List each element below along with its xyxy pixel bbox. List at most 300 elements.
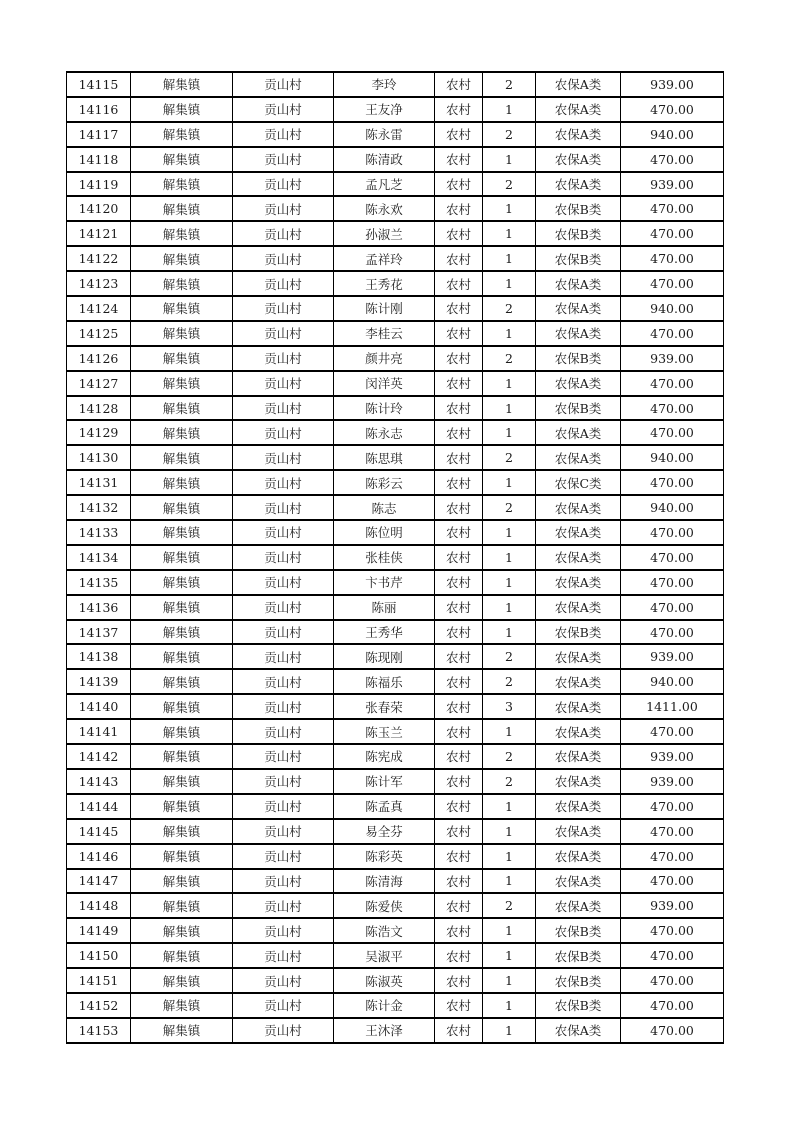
cell-village: 贡山村	[233, 869, 334, 894]
cell-insurance-class: 农保A类	[536, 844, 621, 869]
cell-record-id: 14150	[67, 943, 131, 968]
table-row	[67, 296, 724, 321]
cell-amount: 470.00	[621, 993, 724, 1018]
cell-town: 解集镇	[131, 993, 233, 1018]
cell-village: 贡山村	[233, 794, 334, 819]
cell-village: 贡山村	[233, 744, 334, 769]
cell-person-count: 2	[483, 744, 536, 769]
cell-amount: 470.00	[621, 794, 724, 819]
cell-person-count: 1	[483, 396, 536, 421]
cell-person-count: 1	[483, 271, 536, 296]
cell-name: 王秀华	[334, 620, 435, 645]
cell-name: 易全芬	[334, 819, 435, 844]
cell-town: 解集镇	[131, 371, 233, 396]
table-row	[67, 844, 724, 869]
cell-town: 解集镇	[131, 769, 233, 794]
cell-person-count: 1	[483, 595, 536, 620]
cell-record-id: 14147	[67, 869, 131, 894]
cell-person-count: 1	[483, 97, 536, 122]
cell-amount: 939.00	[621, 72, 724, 97]
cell-village: 贡山村	[233, 769, 334, 794]
cell-insurance-class: 农保C类	[536, 470, 621, 495]
cell-name: 孟凡芝	[334, 172, 435, 197]
cell-village: 贡山村	[233, 520, 334, 545]
table-row	[67, 545, 724, 570]
cell-amount: 470.00	[621, 321, 724, 346]
cell-name: 陈计军	[334, 769, 435, 794]
cell-name: 陈爱侠	[334, 893, 435, 918]
table-row	[67, 943, 724, 968]
cell-village: 贡山村	[233, 172, 334, 197]
cell-person-count: 3	[483, 694, 536, 719]
cell-amount: 470.00	[621, 246, 724, 271]
cell-town: 解集镇	[131, 470, 233, 495]
table-row	[67, 72, 724, 97]
cell-residence-type: 农村	[435, 271, 483, 296]
cell-record-id: 14132	[67, 495, 131, 520]
table-row	[67, 769, 724, 794]
cell-record-id: 14118	[67, 147, 131, 172]
cell-person-count: 1	[483, 520, 536, 545]
cell-amount: 939.00	[621, 172, 724, 197]
cell-insurance-class: 农保A类	[536, 669, 621, 694]
cell-person-count: 2	[483, 445, 536, 470]
table-row	[67, 371, 724, 396]
cell-record-id: 14116	[67, 97, 131, 122]
cell-name: 陈彩英	[334, 844, 435, 869]
cell-record-id: 14139	[67, 669, 131, 694]
cell-residence-type: 农村	[435, 719, 483, 744]
cell-person-count: 2	[483, 122, 536, 147]
cell-insurance-class: 农保A类	[536, 819, 621, 844]
cell-insurance-class: 农保A类	[536, 271, 621, 296]
cell-residence-type: 农村	[435, 495, 483, 520]
cell-insurance-class: 农保A类	[536, 595, 621, 620]
pension-roster-table	[66, 71, 724, 1044]
cell-insurance-class: 农保A类	[536, 495, 621, 520]
table-row	[67, 694, 724, 719]
cell-village: 贡山村	[233, 122, 334, 147]
cell-amount: 1411.00	[621, 694, 724, 719]
cell-residence-type: 农村	[435, 296, 483, 321]
cell-name: 王沐泽	[334, 1018, 435, 1043]
cell-village: 贡山村	[233, 246, 334, 271]
cell-town: 解集镇	[131, 644, 233, 669]
table-row	[67, 147, 724, 172]
cell-residence-type: 农村	[435, 744, 483, 769]
cell-name: 卞书芹	[334, 570, 435, 595]
cell-town: 解集镇	[131, 346, 233, 371]
cell-record-id: 14153	[67, 1018, 131, 1043]
cell-person-count: 1	[483, 221, 536, 246]
cell-town: 解集镇	[131, 570, 233, 595]
cell-insurance-class: 农保A类	[536, 644, 621, 669]
cell-record-id: 14140	[67, 694, 131, 719]
cell-residence-type: 农村	[435, 1018, 483, 1043]
table-row	[67, 445, 724, 470]
cell-record-id: 14137	[67, 620, 131, 645]
cell-amount: 939.00	[621, 644, 724, 669]
cell-town: 解集镇	[131, 122, 233, 147]
table-row	[67, 271, 724, 296]
table-row	[67, 669, 724, 694]
cell-residence-type: 农村	[435, 221, 483, 246]
cell-village: 贡山村	[233, 147, 334, 172]
cell-amount: 470.00	[621, 943, 724, 968]
cell-name: 李桂云	[334, 321, 435, 346]
cell-name: 闵洋英	[334, 371, 435, 396]
cell-village: 贡山村	[233, 570, 334, 595]
cell-name: 王秀花	[334, 271, 435, 296]
cell-insurance-class: 农保B类	[536, 968, 621, 993]
cell-amount: 470.00	[621, 396, 724, 421]
cell-record-id: 14128	[67, 396, 131, 421]
cell-name: 孟祥玲	[334, 246, 435, 271]
cell-village: 贡山村	[233, 694, 334, 719]
cell-record-id: 14123	[67, 271, 131, 296]
cell-village: 贡山村	[233, 719, 334, 744]
cell-amount: 940.00	[621, 669, 724, 694]
cell-record-id: 14148	[67, 893, 131, 918]
cell-amount: 470.00	[621, 595, 724, 620]
cell-record-id: 14129	[67, 420, 131, 445]
cell-name: 张桂侠	[334, 545, 435, 570]
cell-town: 解集镇	[131, 221, 233, 246]
cell-insurance-class: 农保A类	[536, 769, 621, 794]
cell-town: 解集镇	[131, 396, 233, 421]
cell-record-id: 14115	[67, 72, 131, 97]
cell-amount: 940.00	[621, 495, 724, 520]
cell-record-id: 14127	[67, 371, 131, 396]
cell-record-id: 14144	[67, 794, 131, 819]
cell-village: 贡山村	[233, 993, 334, 1018]
cell-residence-type: 农村	[435, 346, 483, 371]
cell-person-count: 1	[483, 844, 536, 869]
cell-residence-type: 农村	[435, 97, 483, 122]
cell-residence-type: 农村	[435, 694, 483, 719]
cell-person-count: 1	[483, 719, 536, 744]
cell-record-id: 14121	[67, 221, 131, 246]
cell-name: 陈永雷	[334, 122, 435, 147]
cell-village: 贡山村	[233, 296, 334, 321]
cell-town: 解集镇	[131, 794, 233, 819]
cell-person-count: 1	[483, 993, 536, 1018]
cell-record-id: 14152	[67, 993, 131, 1018]
cell-residence-type: 农村	[435, 819, 483, 844]
cell-person-count: 2	[483, 346, 536, 371]
table-row	[67, 744, 724, 769]
cell-amount: 939.00	[621, 893, 724, 918]
cell-amount: 470.00	[621, 869, 724, 894]
cell-amount: 470.00	[621, 420, 724, 445]
cell-insurance-class: 农保A类	[536, 744, 621, 769]
cell-residence-type: 农村	[435, 470, 483, 495]
cell-record-id: 14151	[67, 968, 131, 993]
cell-person-count: 2	[483, 72, 536, 97]
table-row	[67, 819, 724, 844]
cell-person-count: 1	[483, 968, 536, 993]
cell-amount: 470.00	[621, 221, 724, 246]
cell-residence-type: 农村	[435, 968, 483, 993]
cell-person-count: 1	[483, 819, 536, 844]
cell-name: 王友净	[334, 97, 435, 122]
cell-amount: 470.00	[621, 545, 724, 570]
cell-village: 贡山村	[233, 819, 334, 844]
cell-insurance-class: 农保A类	[536, 296, 621, 321]
cell-insurance-class: 农保B类	[536, 246, 621, 271]
cell-town: 解集镇	[131, 271, 233, 296]
cell-person-count: 1	[483, 196, 536, 221]
cell-residence-type: 农村	[435, 943, 483, 968]
cell-person-count: 1	[483, 371, 536, 396]
cell-village: 贡山村	[233, 620, 334, 645]
cell-village: 贡山村	[233, 321, 334, 346]
cell-name: 陈浩文	[334, 918, 435, 943]
cell-village: 贡山村	[233, 844, 334, 869]
cell-name: 陈清政	[334, 147, 435, 172]
cell-record-id: 14136	[67, 595, 131, 620]
cell-insurance-class: 农保B类	[536, 993, 621, 1018]
cell-town: 解集镇	[131, 147, 233, 172]
cell-town: 解集镇	[131, 445, 233, 470]
cell-amount: 470.00	[621, 918, 724, 943]
cell-amount: 470.00	[621, 271, 724, 296]
cell-insurance-class: 农保A类	[536, 694, 621, 719]
cell-amount: 470.00	[621, 968, 724, 993]
cell-record-id: 14138	[67, 644, 131, 669]
cell-town: 解集镇	[131, 744, 233, 769]
cell-town: 解集镇	[131, 420, 233, 445]
cell-record-id: 14131	[67, 470, 131, 495]
table-row	[67, 644, 724, 669]
cell-residence-type: 农村	[435, 520, 483, 545]
cell-insurance-class: 农保A类	[536, 420, 621, 445]
cell-name: 陈淑英	[334, 968, 435, 993]
cell-amount: 470.00	[621, 371, 724, 396]
cell-amount: 939.00	[621, 346, 724, 371]
cell-insurance-class: 农保A类	[536, 794, 621, 819]
cell-record-id: 14117	[67, 122, 131, 147]
cell-residence-type: 农村	[435, 147, 483, 172]
cell-residence-type: 农村	[435, 371, 483, 396]
cell-town: 解集镇	[131, 819, 233, 844]
cell-residence-type: 农村	[435, 420, 483, 445]
cell-person-count: 1	[483, 918, 536, 943]
cell-record-id: 14120	[67, 196, 131, 221]
cell-amount: 470.00	[621, 819, 724, 844]
cell-town: 解集镇	[131, 844, 233, 869]
cell-insurance-class: 农保B类	[536, 221, 621, 246]
table-row	[67, 246, 724, 271]
cell-town: 解集镇	[131, 719, 233, 744]
cell-amount: 470.00	[621, 1018, 724, 1043]
cell-insurance-class: 农保A类	[536, 719, 621, 744]
cell-residence-type: 农村	[435, 570, 483, 595]
cell-insurance-class: 农保A类	[536, 869, 621, 894]
cell-residence-type: 农村	[435, 172, 483, 197]
cell-amount: 470.00	[621, 470, 724, 495]
cell-insurance-class: 农保A类	[536, 97, 621, 122]
cell-residence-type: 农村	[435, 595, 483, 620]
cell-town: 解集镇	[131, 495, 233, 520]
cell-residence-type: 农村	[435, 321, 483, 346]
cell-village: 贡山村	[233, 918, 334, 943]
cell-person-count: 2	[483, 495, 536, 520]
table-row	[67, 993, 724, 1018]
table-row	[67, 620, 724, 645]
cell-residence-type: 农村	[435, 844, 483, 869]
cell-town: 解集镇	[131, 97, 233, 122]
cell-name: 吴淑平	[334, 943, 435, 968]
cell-insurance-class: 农保A类	[536, 321, 621, 346]
cell-residence-type: 农村	[435, 620, 483, 645]
cell-amount: 939.00	[621, 769, 724, 794]
cell-record-id: 14149	[67, 918, 131, 943]
cell-insurance-class: 农保B类	[536, 196, 621, 221]
cell-residence-type: 农村	[435, 196, 483, 221]
cell-town: 解集镇	[131, 1018, 233, 1043]
cell-record-id: 14146	[67, 844, 131, 869]
cell-insurance-class: 农保A类	[536, 122, 621, 147]
cell-insurance-class: 农保A类	[536, 545, 621, 570]
cell-person-count: 1	[483, 943, 536, 968]
cell-record-id: 14134	[67, 545, 131, 570]
cell-town: 解集镇	[131, 520, 233, 545]
cell-person-count: 2	[483, 296, 536, 321]
cell-town: 解集镇	[131, 595, 233, 620]
cell-insurance-class: 农保B类	[536, 943, 621, 968]
cell-name: 陈位明	[334, 520, 435, 545]
cell-residence-type: 农村	[435, 794, 483, 819]
cell-town: 解集镇	[131, 918, 233, 943]
cell-town: 解集镇	[131, 694, 233, 719]
table-row	[67, 1018, 724, 1043]
table-row	[67, 321, 724, 346]
cell-person-count: 1	[483, 1018, 536, 1043]
cell-residence-type: 农村	[435, 246, 483, 271]
cell-insurance-class: 农保B类	[536, 620, 621, 645]
table-row	[67, 396, 724, 421]
cell-name: 张春荣	[334, 694, 435, 719]
cell-name: 陈计刚	[334, 296, 435, 321]
cell-person-count: 1	[483, 794, 536, 819]
table-row	[67, 968, 724, 993]
cell-residence-type: 农村	[435, 644, 483, 669]
cell-name: 陈玉兰	[334, 719, 435, 744]
cell-village: 贡山村	[233, 271, 334, 296]
cell-village: 贡山村	[233, 196, 334, 221]
cell-amount: 939.00	[621, 744, 724, 769]
cell-amount: 940.00	[621, 445, 724, 470]
table-row	[67, 470, 724, 495]
cell-residence-type: 农村	[435, 993, 483, 1018]
cell-village: 贡山村	[233, 72, 334, 97]
cell-village: 贡山村	[233, 221, 334, 246]
cell-village: 贡山村	[233, 346, 334, 371]
cell-residence-type: 农村	[435, 545, 483, 570]
cell-person-count: 1	[483, 420, 536, 445]
cell-record-id: 14145	[67, 819, 131, 844]
cell-village: 贡山村	[233, 371, 334, 396]
cell-insurance-class: 农保A类	[536, 520, 621, 545]
cell-village: 贡山村	[233, 97, 334, 122]
cell-town: 解集镇	[131, 620, 233, 645]
cell-town: 解集镇	[131, 196, 233, 221]
cell-insurance-class: 农保A类	[536, 72, 621, 97]
cell-town: 解集镇	[131, 296, 233, 321]
cell-name: 陈彩云	[334, 470, 435, 495]
cell-person-count: 2	[483, 893, 536, 918]
table-row	[67, 122, 724, 147]
cell-insurance-class: 农保A类	[536, 445, 621, 470]
cell-person-count: 1	[483, 246, 536, 271]
cell-name: 陈宪成	[334, 744, 435, 769]
table-row	[67, 918, 724, 943]
cell-name: 陈思琪	[334, 445, 435, 470]
cell-record-id: 14126	[67, 346, 131, 371]
table-row	[67, 869, 724, 894]
cell-village: 贡山村	[233, 968, 334, 993]
cell-town: 解集镇	[131, 943, 233, 968]
cell-village: 贡山村	[233, 669, 334, 694]
cell-record-id: 14119	[67, 172, 131, 197]
cell-name: 陈孟真	[334, 794, 435, 819]
cell-residence-type: 农村	[435, 918, 483, 943]
cell-residence-type: 农村	[435, 769, 483, 794]
cell-town: 解集镇	[131, 893, 233, 918]
cell-insurance-class: 农保A类	[536, 893, 621, 918]
cell-name: 陈福乐	[334, 669, 435, 694]
cell-village: 贡山村	[233, 644, 334, 669]
cell-record-id: 14122	[67, 246, 131, 271]
cell-person-count: 1	[483, 620, 536, 645]
cell-residence-type: 农村	[435, 445, 483, 470]
table-row	[67, 196, 724, 221]
table-row	[67, 346, 724, 371]
cell-town: 解集镇	[131, 246, 233, 271]
cell-insurance-class: 农保B类	[536, 346, 621, 371]
cell-residence-type: 农村	[435, 893, 483, 918]
cell-name: 颜井亮	[334, 346, 435, 371]
cell-town: 解集镇	[131, 545, 233, 570]
cell-person-count: 2	[483, 172, 536, 197]
cell-person-count: 1	[483, 321, 536, 346]
cell-name: 陈志	[334, 495, 435, 520]
cell-amount: 470.00	[621, 196, 724, 221]
cell-residence-type: 农村	[435, 72, 483, 97]
table-row	[67, 595, 724, 620]
cell-person-count: 1	[483, 147, 536, 172]
table-row	[67, 420, 724, 445]
table-body	[67, 72, 724, 1043]
cell-name: 陈清海	[334, 869, 435, 894]
cell-town: 解集镇	[131, 968, 233, 993]
cell-village: 贡山村	[233, 943, 334, 968]
cell-village: 贡山村	[233, 470, 334, 495]
cell-person-count: 2	[483, 669, 536, 694]
cell-name: 孙淑兰	[334, 221, 435, 246]
cell-village: 贡山村	[233, 595, 334, 620]
cell-record-id: 14143	[67, 769, 131, 794]
cell-amount: 940.00	[621, 296, 724, 321]
cell-person-count: 1	[483, 869, 536, 894]
cell-person-count: 1	[483, 570, 536, 595]
cell-amount: 940.00	[621, 122, 724, 147]
cell-village: 贡山村	[233, 1018, 334, 1043]
cell-village: 贡山村	[233, 445, 334, 470]
cell-residence-type: 农村	[435, 122, 483, 147]
cell-amount: 470.00	[621, 520, 724, 545]
